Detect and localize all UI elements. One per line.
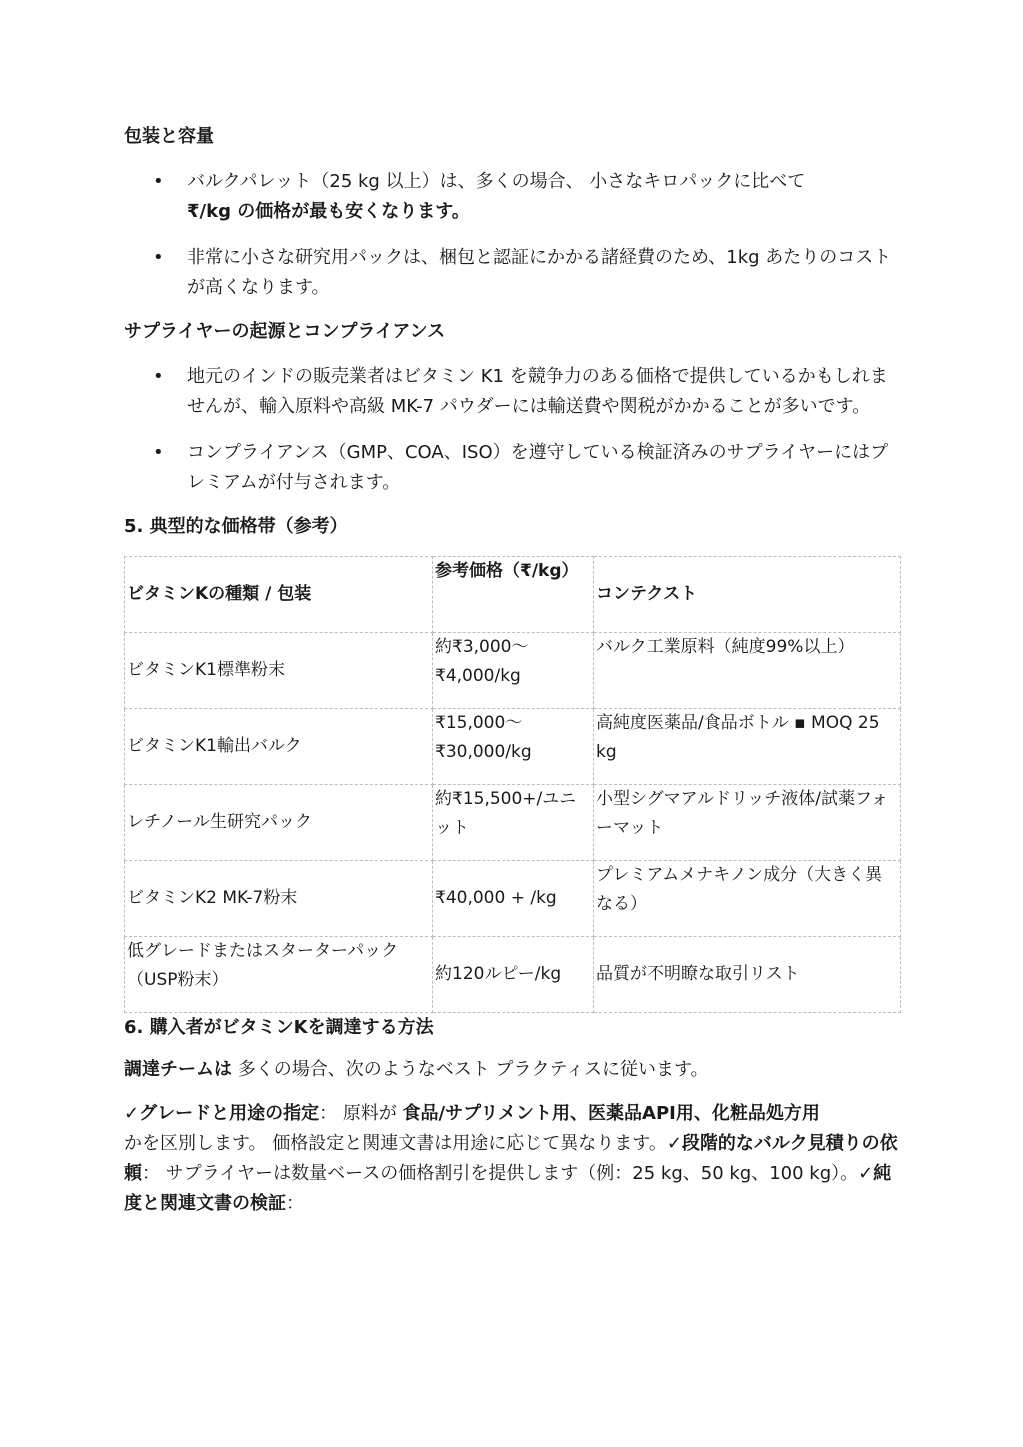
table-cell: プレミアムメナキノン成分（大きく異なる） [594,861,901,937]
table-cell: 約₹15,500+/ユニット [433,785,594,861]
list-item [124,362,900,422]
p2-text3: ： [286,1193,304,1214]
table-header-row [125,557,901,633]
table-cell: ビタミンK1標準粉末 [125,633,433,709]
p2-text2: ： サプライヤーは数量ベースの価格割引を提供します（例：25 kg、50 kg、100 kg）。 [142,1163,859,1184]
table-header-cell: ビタミンKの種類 / 包装 [125,557,433,633]
table-row [125,633,901,709]
list-item [124,438,900,498]
table-header-cell: 参考価格（₹/kg） [433,557,594,633]
intro-text: 多くの場合、次のようなベスト プラクティスに従います。 [232,1059,709,1080]
table-cell: レチノール生研究パック [125,785,433,861]
procurement-heading: 6. 購入者がビタミンKを調達する方法 [124,1017,434,1038]
packaging-heading: 包装と容量 [124,126,214,147]
list-item [124,167,900,227]
table-cell: ₹40,000 + /kg [433,861,594,937]
table-header-cell: コンテクスト [594,557,901,633]
table-row [125,861,901,937]
procurement-paragraph-2 [124,1129,900,1219]
table-cell: 約120ルピー/kg [433,937,594,1013]
table-cell: 高純度医薬品/食品ボトル ▪ MOQ 25 kg [594,709,901,785]
table-cell: 低グレードまたはスターターパック（USP粉末） [125,937,433,1013]
supplier-bullet1-text: 地元のインドの販売業者はビタミン K1 を競争力のある価格で提供しているかもしれませんが、輸入原料や高級 MK-7 パウダーには輸送費や関税がかかることが多いです。 [187,366,888,417]
procurement-paragraph-1 [124,1099,900,1129]
table-row [125,709,901,785]
table-cell: 約₹3,000〜₹4,000/kg [433,633,594,709]
table-cell: バルク工業原料（純度99%以上） [594,633,901,709]
p2-bold: ✓段階的なバルク見積りの依頼 [124,1133,898,1184]
p2-bold3: ✓純度と関連文書の検証 [124,1163,892,1214]
table-cell: ビタミンK2 MK-7粉末 [125,861,433,937]
p1-bold2: 食品/サプリメント用、医薬品API用、化粧品処方用 [402,1103,820,1124]
packaging-bullet1-bold: ₹/kg の価格が最も安くなります。 [187,201,470,222]
table-cell: 小型シグマアルドリッチ液体/試薬フォーマット [594,785,901,861]
table-row [125,937,901,1013]
p1-bold: ✓グレードと用途の指定 [124,1103,320,1124]
prices-heading: 5. 典型的な価格帯（参考） [124,516,348,537]
packaging-bullet2-text: 非常に小さな研究用パックは、梱包と認証にかかる諸経費のため、1kg あたりのコストが高くなります。 [187,247,892,298]
table-cell: 品質が不明瞭な取引リスト [594,937,901,1013]
table-cell: ビタミンK1輸出バルク [125,709,433,785]
price-table [124,556,901,1013]
packaging-bullet1-text: バルクパレット（25 kg 以上）は、多くの場合、 小さなキロパックに比べて [187,171,806,192]
table-cell: ₹15,000〜₹30,000/kg [433,709,594,785]
intro-bold: 調達チームは [124,1059,232,1080]
list-item [124,243,900,303]
document-page [124,122,900,1219]
supplier-list [124,362,900,498]
supplier-bullet2-text: コンプライアンス（GMP、COA、ISO）を遵守している検証済みのサプライヤーにはプレミアムが付与されます。 [187,442,889,493]
p2-text: かを区別します。 価格設定と関連文書は用途に応じて異なります。 [124,1133,667,1154]
supplier-heading: サプライヤーの起源とコンプライアンス [124,321,446,342]
procurement-intro [124,1055,900,1085]
table-row [125,785,901,861]
p1-text: ： 原料が [319,1103,403,1124]
packaging-list [124,167,900,303]
